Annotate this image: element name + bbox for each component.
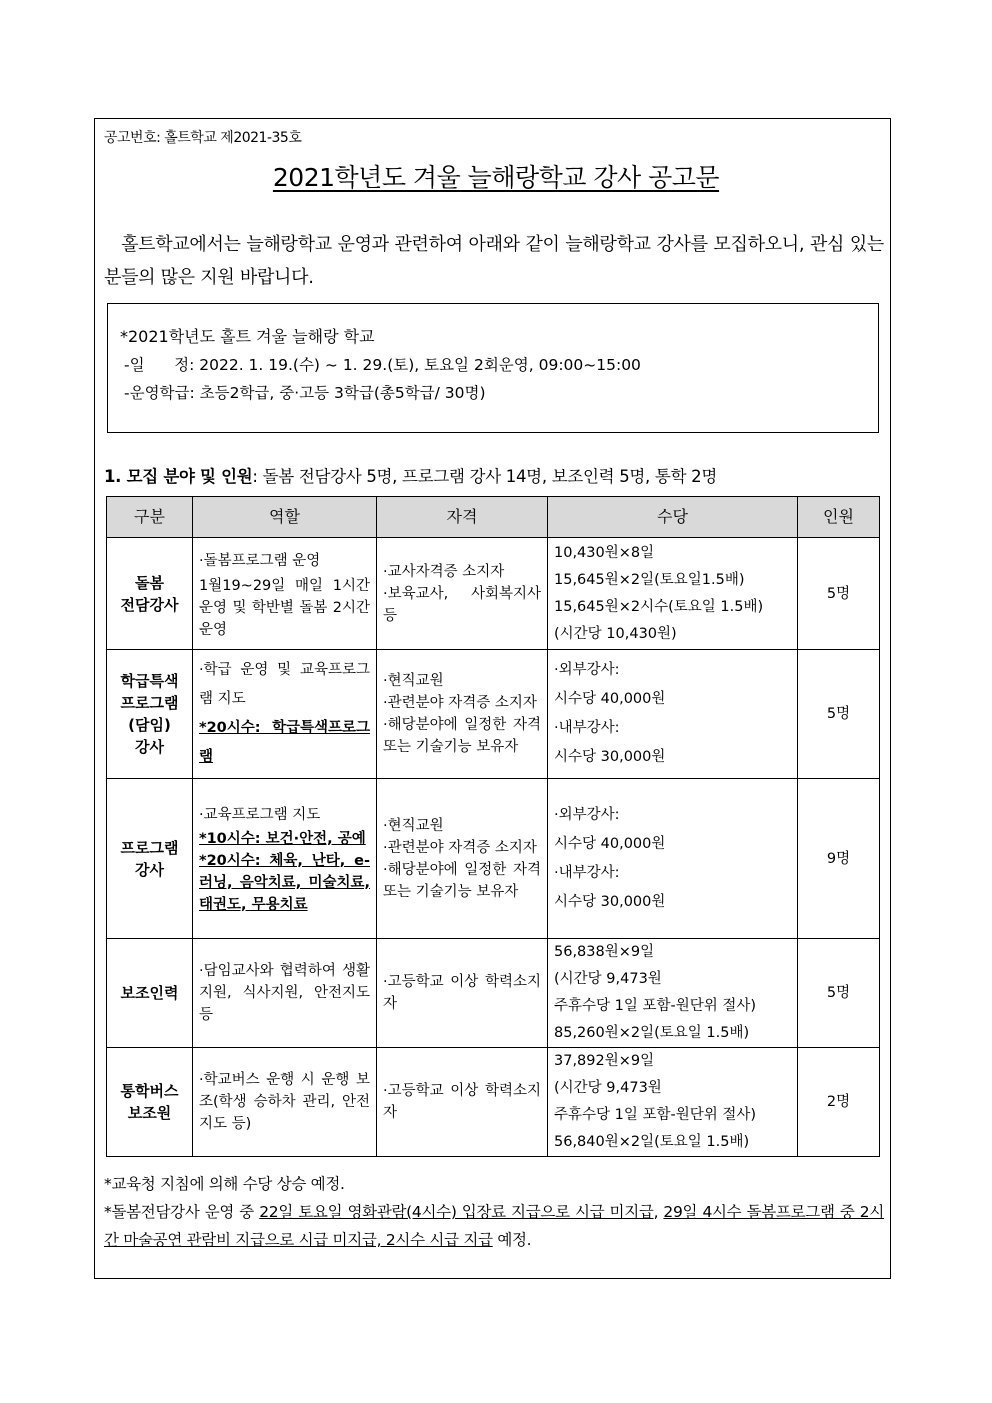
row-category — [107, 538, 193, 650]
table-row — [107, 939, 880, 1048]
table-row — [107, 538, 880, 650]
pay-line: (시간당 9,473원 — [554, 971, 662, 987]
row-category — [107, 939, 193, 1048]
table-row — [107, 779, 880, 939]
note-2-underlined-1: 22일 토요일 영화관람(4시수) 입장료 지급으로 시급 미지급 — [259, 1203, 654, 1221]
qualification-line: ·보육교사, 사회복지사 등 — [383, 585, 541, 624]
row-pay — [548, 538, 798, 650]
row-role — [193, 538, 377, 650]
row-pay — [548, 779, 798, 939]
row-count: 5명 — [798, 538, 880, 650]
category-line: 프로그램 — [120, 694, 179, 712]
document-title — [0, 158, 992, 194]
category-line: 강사 — [135, 860, 164, 879]
table-row — [107, 650, 880, 779]
title-text: 2021학년도 겨울 늘해랑학교 강사 공고문 — [272, 163, 720, 192]
pay-line: ·내부강사: — [554, 720, 620, 736]
header-count: 인원 — [798, 497, 880, 538]
header-category: 구분 — [107, 497, 193, 538]
notes — [104, 1170, 884, 1254]
qualification-line: ·현직교원 — [383, 673, 444, 689]
qualification-line: ·교사자격증 소지자 — [383, 563, 505, 580]
category-line: 보조원 — [127, 1104, 172, 1122]
row-category — [107, 650, 193, 779]
pay-line: 10,430원×8일 — [554, 544, 655, 561]
row-count: 5명 — [798, 650, 880, 779]
qualification-line: ·고등학교 이상 학력소지자 — [383, 1083, 541, 1121]
pay-line: 시수당 40,000원 — [554, 835, 666, 852]
role-emphasis: *10시수: 보건·안전, 공예 — [199, 830, 366, 847]
category-line: 통학버스 — [120, 1082, 179, 1100]
row-pay — [548, 939, 798, 1048]
category-line: 전담강사 — [120, 595, 179, 614]
header-pay: 수당 — [548, 497, 798, 538]
qualification-line: ·해당분야에 일정한 자격 또는 기술기능 보유자 — [383, 717, 541, 755]
row-role — [193, 1048, 377, 1157]
row-qualification — [377, 1048, 548, 1157]
pay-line: 주휴수당 1일 포함-원단위 절사) — [554, 998, 757, 1014]
qualification-line: ·해당분야에 일정한 자격 또는 기술기능 보유자 — [383, 861, 541, 900]
note-2-suffix: 예정. — [492, 1231, 532, 1249]
category-line: 프로그램 — [120, 838, 179, 857]
row-role — [193, 650, 377, 779]
pay-line: 시수당 40,000원 — [554, 691, 666, 707]
section-label: 1. 모집 분야 및 인원 — [104, 467, 253, 486]
row-count: 2명 — [798, 1048, 880, 1157]
info-box — [107, 303, 879, 433]
role-line: ·담임교사와 협력하여 생활지원, 식사지원, 안전지도 등 — [199, 963, 370, 1023]
category-line: 돌봄 — [135, 573, 164, 592]
role-emphasis: *20시수: 체육, 난타, e-러닝, 음악치료, 미술치료, 태권도, 무용치료 — [199, 852, 370, 913]
row-count: 9명 — [798, 779, 880, 939]
pay-line: ·내부강사: — [554, 864, 620, 881]
pay-line: 85,260원×2일(토요일 1.5배) — [554, 1025, 750, 1041]
pay-line: 15,645원×2일(토요일1.5배) — [554, 571, 745, 588]
note-1: *교육청 지침에 의해 수당 상승 예정. — [104, 1175, 345, 1193]
row-qualification — [377, 779, 548, 939]
pay-line: (시간당 9,473원 — [554, 1080, 662, 1096]
intro-paragraph — [104, 228, 884, 294]
row-role — [193, 779, 377, 939]
header-qualification: 자격 — [377, 497, 548, 538]
pay-line: ·외부강사: — [554, 662, 620, 678]
row-qualification — [377, 538, 548, 650]
header-role: 역할 — [193, 497, 377, 538]
row-qualification — [377, 939, 548, 1048]
role-line: ·돌봄프로그램 운영 — [199, 552, 321, 569]
info-schedule: -일 정: 2022. 1. 19.(수) ~ 1. 29.(토), 토요일 2회운영, 09:00~15:00 — [124, 356, 641, 374]
pay-line: 주휴수당 1일 포함-원단위 절사) — [554, 1107, 757, 1123]
pay-line: 시수당 30,000원 — [554, 749, 666, 765]
row-count: 5명 — [798, 939, 880, 1048]
pay-line: 37,892원×9일 — [554, 1053, 655, 1069]
role-line: ·교육프로그램 지도 — [199, 806, 321, 823]
table-header-row — [107, 497, 880, 538]
pay-line: 시수당 30,000원 — [554, 893, 666, 910]
category-line: 강사 — [135, 738, 164, 756]
row-pay — [548, 1048, 798, 1157]
note-2-prefix: *돌봄전담강사 운영 중 — [104, 1203, 260, 1221]
pay-line: 56,838원×9일 — [554, 944, 655, 960]
section-summary: : 돌봄 전담강사 5명, 프로그램 강사 14명, 보조인력 5명, 통학 2명 — [252, 467, 717, 486]
qualification-line: ·관련분야 자격증 소지자 — [383, 839, 537, 856]
note-2 — [104, 1198, 884, 1254]
qualification-line: ·고등학교 이상 학력소지자 — [383, 974, 541, 1012]
section-heading — [104, 463, 717, 487]
row-pay — [548, 650, 798, 779]
table-row — [107, 1048, 880, 1157]
role-line: ·학급 운영 및 교육프로그램 지도 — [199, 662, 370, 707]
info-heading: *2021학년도 홀트 겨울 늘해랑 학교 — [120, 327, 375, 346]
category-line: 학급특색 — [120, 672, 179, 690]
category-line: 보조인력 — [120, 984, 179, 1002]
row-category — [107, 779, 193, 939]
role-line: 1월19~29일 매일 1시간 운영 및 학반별 돌봄 2시간 운영 — [199, 577, 370, 638]
qualification-line: ·현직교원 — [383, 817, 444, 834]
info-classes: -운영학급: 초등2학급, 중·고등 3학급(총5학급/ 30명) — [124, 384, 486, 402]
category-line: (담임) — [128, 716, 171, 734]
intro-text: 홀트학교에서는 늘해랑학교 운영과 관련하여 아래와 같이 늘해랑학교 강사를 모집하오니, 관심 있는 분들의 많은 지원 바랍니다. — [104, 234, 885, 288]
notice-number: 공고번호: 홀트학교 제2021-35호 — [104, 130, 302, 146]
pay-line: 15,645원×2시수(토요일 1.5배) — [554, 598, 764, 615]
row-qualification — [377, 650, 548, 779]
note-2-separator: , — [653, 1203, 664, 1221]
pay-line: ·외부강사: — [554, 806, 620, 823]
note-2-underlined-2: 29일 4시수 돌봄프로그램 중 2시간 마술공연 관람비 지급으로 시급 미지급, 2시수 시급 지급 — [104, 1203, 884, 1249]
role-emphasis: *20시수: 학급특색프로그램 — [199, 720, 370, 765]
pay-line: (시간당 10,430원) — [554, 625, 677, 642]
row-category — [107, 1048, 193, 1157]
qualification-line: ·관련분야 자격증 소지자 — [383, 695, 537, 711]
recruitment-table — [106, 496, 880, 1157]
pay-line: 56,840원×2일(토요일 1.5배) — [554, 1134, 750, 1150]
row-role — [193, 939, 377, 1048]
role-line: ·학교버스 운행 시 운행 보조(학생 승하차 관리, 안전 지도 등) — [199, 1072, 370, 1132]
